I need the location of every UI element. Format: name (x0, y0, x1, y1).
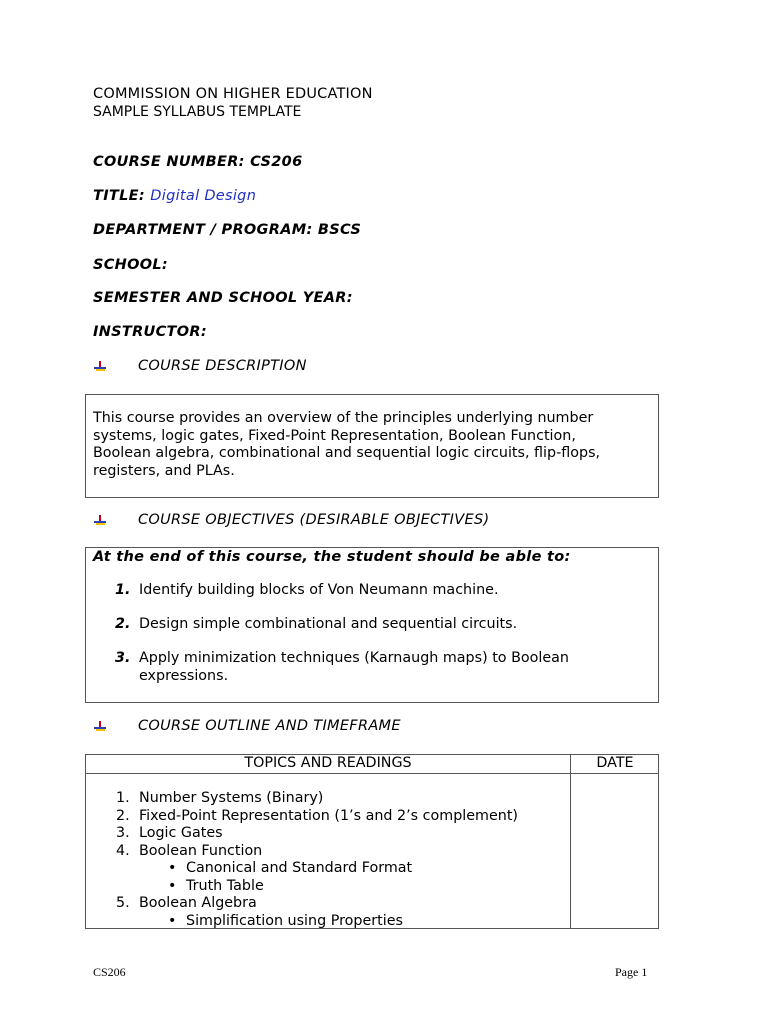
course-number-value: CS206 (250, 154, 303, 170)
bullet-dot-icon: • (168, 877, 177, 894)
description-line: systems, logic gates, Fixed-Point Representation, Boolean Function, (93, 427, 576, 444)
course-outline-heading (93, 718, 401, 734)
arrow-bullet-icon (93, 359, 107, 373)
objective-item (115, 616, 635, 634)
title-field (93, 188, 256, 204)
section-label: COURSE DESCRIPTION (138, 358, 307, 374)
course-objectives-box (85, 547, 659, 703)
course-objectives-heading (93, 512, 489, 528)
objectives-intro: At the end of this course, the student should be able to: (93, 549, 571, 565)
course-number-field (93, 154, 302, 170)
outline-topic-list (116, 790, 518, 930)
objective-number: 2. (115, 616, 131, 632)
description-line: This course provides an overview of the principles underlying number (93, 410, 594, 426)
list-item: 2. Fixed-Point Representation (1’s and 2’s complement) (116, 807, 519, 824)
department-field (93, 222, 361, 238)
objective-text-line: Apply minimization techniques (Karnaugh maps) to Boolean (139, 650, 569, 666)
department-value: BSCS (317, 222, 362, 238)
organization-heading: COMMISSION ON HIGHER EDUCATION (93, 86, 373, 102)
list-item: 4. Boolean Function (116, 842, 263, 859)
list-item: 5. Boolean Algebra (116, 895, 257, 911)
bullet-dot-icon: • (168, 860, 177, 876)
description-line: Boolean algebra, combinational and sequential logic circuits, flip-flops, (93, 445, 601, 461)
title-label: TITLE: (93, 188, 151, 204)
list-item: 1. Number Systems (Binary) (116, 790, 324, 806)
objective-number: 1. (115, 582, 131, 598)
section-label: COURSE OBJECTIVES (DESIRABLE OBJECTIVES) (138, 512, 490, 528)
footer-course-code: CS206 (93, 965, 126, 979)
objective-item (115, 650, 635, 685)
objective-text: Identify building blocks of Von Neumann machine. (139, 582, 499, 598)
bullet-dot-icon: • (168, 912, 177, 929)
section-label: COURSE OUTLINE AND TIMEFRAME (138, 718, 401, 734)
semester-field: SEMESTER AND SCHOOL YEAR: (93, 290, 353, 306)
objective-text (139, 650, 609, 685)
school-field: SCHOOL: (93, 257, 169, 273)
course-number-label: COURSE NUMBER: (93, 154, 251, 170)
course-description-text (93, 410, 649, 480)
objective-number: 3. (115, 650, 131, 666)
course-outline-table (85, 754, 659, 929)
sub-list-item: • Canonical and Standard Format (162, 860, 518, 878)
sub-list-item: • Simplification using Properties (162, 913, 518, 931)
objective-text: Design simple combinational and sequential circuits. (139, 616, 518, 632)
description-line: registers, and PLAs. (93, 462, 235, 479)
header-divider (86, 773, 658, 774)
course-description-box (85, 394, 659, 498)
title-value: Digital Design (150, 188, 257, 204)
footer-page-number: Page 1 (615, 965, 648, 979)
column-divider (570, 755, 571, 928)
list-item: 3. Logic Gates (116, 825, 223, 841)
instructor-field: INSTRUCTOR: (93, 324, 207, 340)
topics-column-header: TOPICS AND READINGS (244, 755, 412, 771)
arrow-bullet-icon (93, 513, 107, 527)
objective-item (115, 582, 635, 600)
department-label: DEPARTMENT / PROGRAM: (93, 222, 318, 238)
date-column-header: DATE (596, 755, 634, 771)
sub-list-item: • Truth Table (162, 878, 518, 896)
document-subtitle: SAMPLE SYLLABUS TEMPLATE (93, 104, 302, 120)
objective-text-line: expressions. (139, 667, 229, 684)
arrow-bullet-icon (93, 719, 107, 733)
course-description-heading (93, 358, 307, 374)
